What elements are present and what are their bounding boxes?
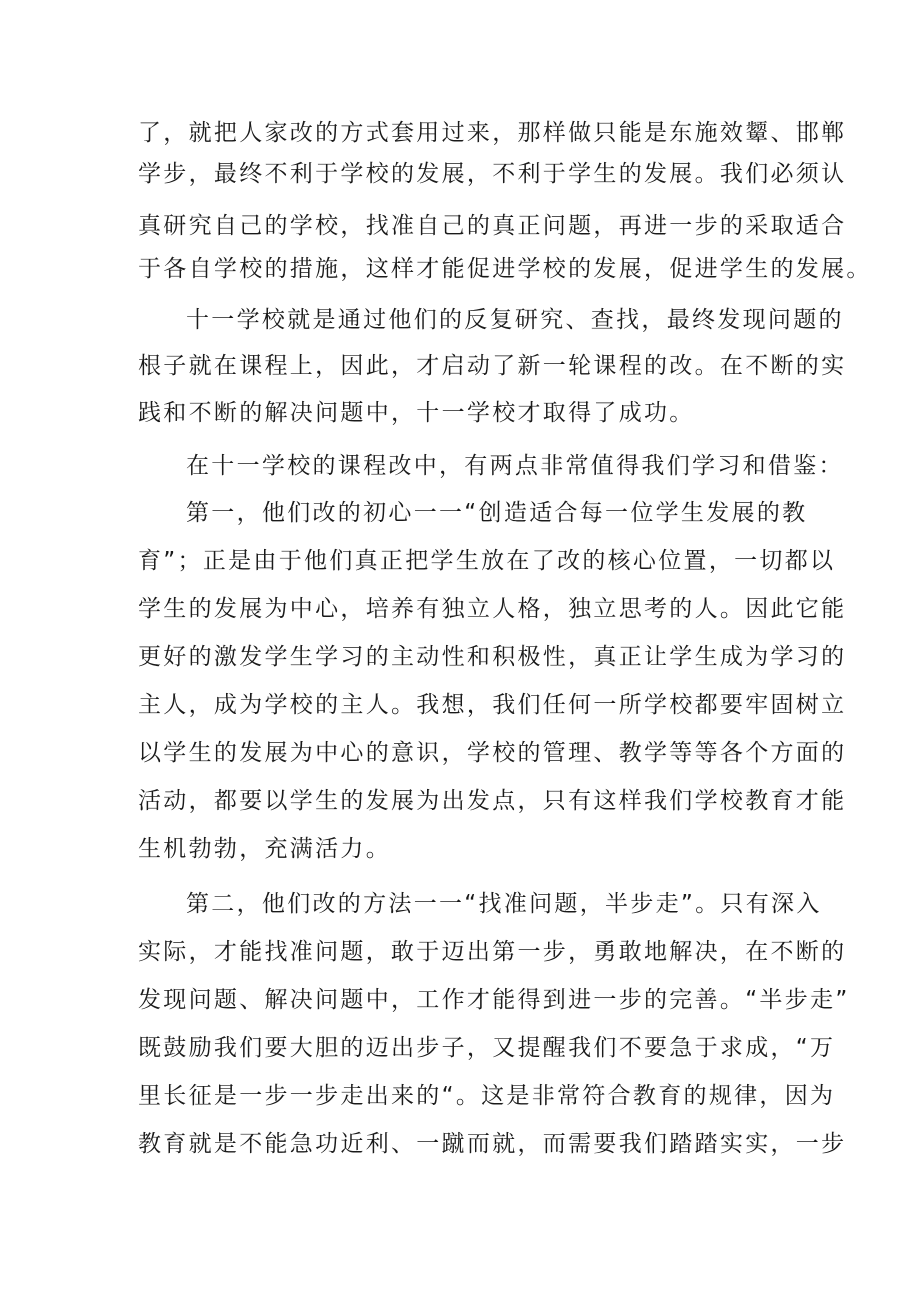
text-line: 以学生的发展为中心的意识，学校的管理、教学等等各个方面的 xyxy=(138,740,847,766)
text-line: 教育就是不能急功近利、一蹴而就，而需要我们踏踏实实，一步 xyxy=(138,1131,847,1157)
text-line: 更好的激发学生学习的主动性和积极性，真正让学生成为学习的 xyxy=(138,644,847,670)
text-line: 实际，才能找准问题，敢于迈出第一步，勇敢地解决，在不断的 xyxy=(138,939,847,965)
text-line: 了，就把人家改的方式套用过来，那样做只能是东施效颦、邯郸 xyxy=(138,120,847,146)
text-line: 学步，最终不利于学校的发展，不利于学生的发展。我们必须认 xyxy=(138,161,847,187)
text-line: 发现问题、解决问题中，工作才能得到进一步的完善。“半步走” xyxy=(138,987,850,1013)
text-line: 真研究自己的学校，找准自己的真正问题，再进一步的采取适合 xyxy=(138,213,847,239)
text-line: 主人，成为学校的主人。我想，我们任何一所学校都要牢固树立 xyxy=(138,692,847,718)
text-line: 践和不断的解决问题中，十一学校才取得了成功。 xyxy=(138,400,695,426)
text-line: 既鼓励我们要大胆的迈出步子，又提醒我们不要急于求成，“万 xyxy=(138,1035,836,1061)
text-line: 活动，都要以学生的发展为出发点，只有这样我们学校教育才能 xyxy=(138,788,847,814)
text-line: 于各自学校的措施，这样才能促进学校的发展，促进学生的发展。 xyxy=(138,256,872,282)
text-line: 里长征是一步一步走出来的“。这是非常符合教育的规律，因为 xyxy=(138,1083,836,1109)
paragraph-first-line: 十一学校就是通过他们的反复研究、查找，最终发现问题的 xyxy=(186,307,844,333)
text-line: 学生的发展为中心，培养有独立人格，独立思考的人。因此它能 xyxy=(138,596,847,622)
text-line: 育”；正是由于他们真正把学生放在了改的核心位置，一切都以 xyxy=(138,548,836,574)
paragraph-first-line: 第二，他们改的方法一一“找准问题，半步走”。只有深入 xyxy=(186,891,822,917)
text-line: 根子就在课程上，因此，才启动了新一轮课程的改。在不断的实 xyxy=(138,353,847,379)
text-line: 生机勃勃，充满活力。 xyxy=(138,836,391,862)
paragraph-first-line: 在十一学校的课程改中，有两点非常值得我们学习和借鉴： xyxy=(186,453,844,479)
paragraph-first-line: 第一，他们改的初心一一“创造适合每一位学生发展的教 xyxy=(186,500,808,526)
